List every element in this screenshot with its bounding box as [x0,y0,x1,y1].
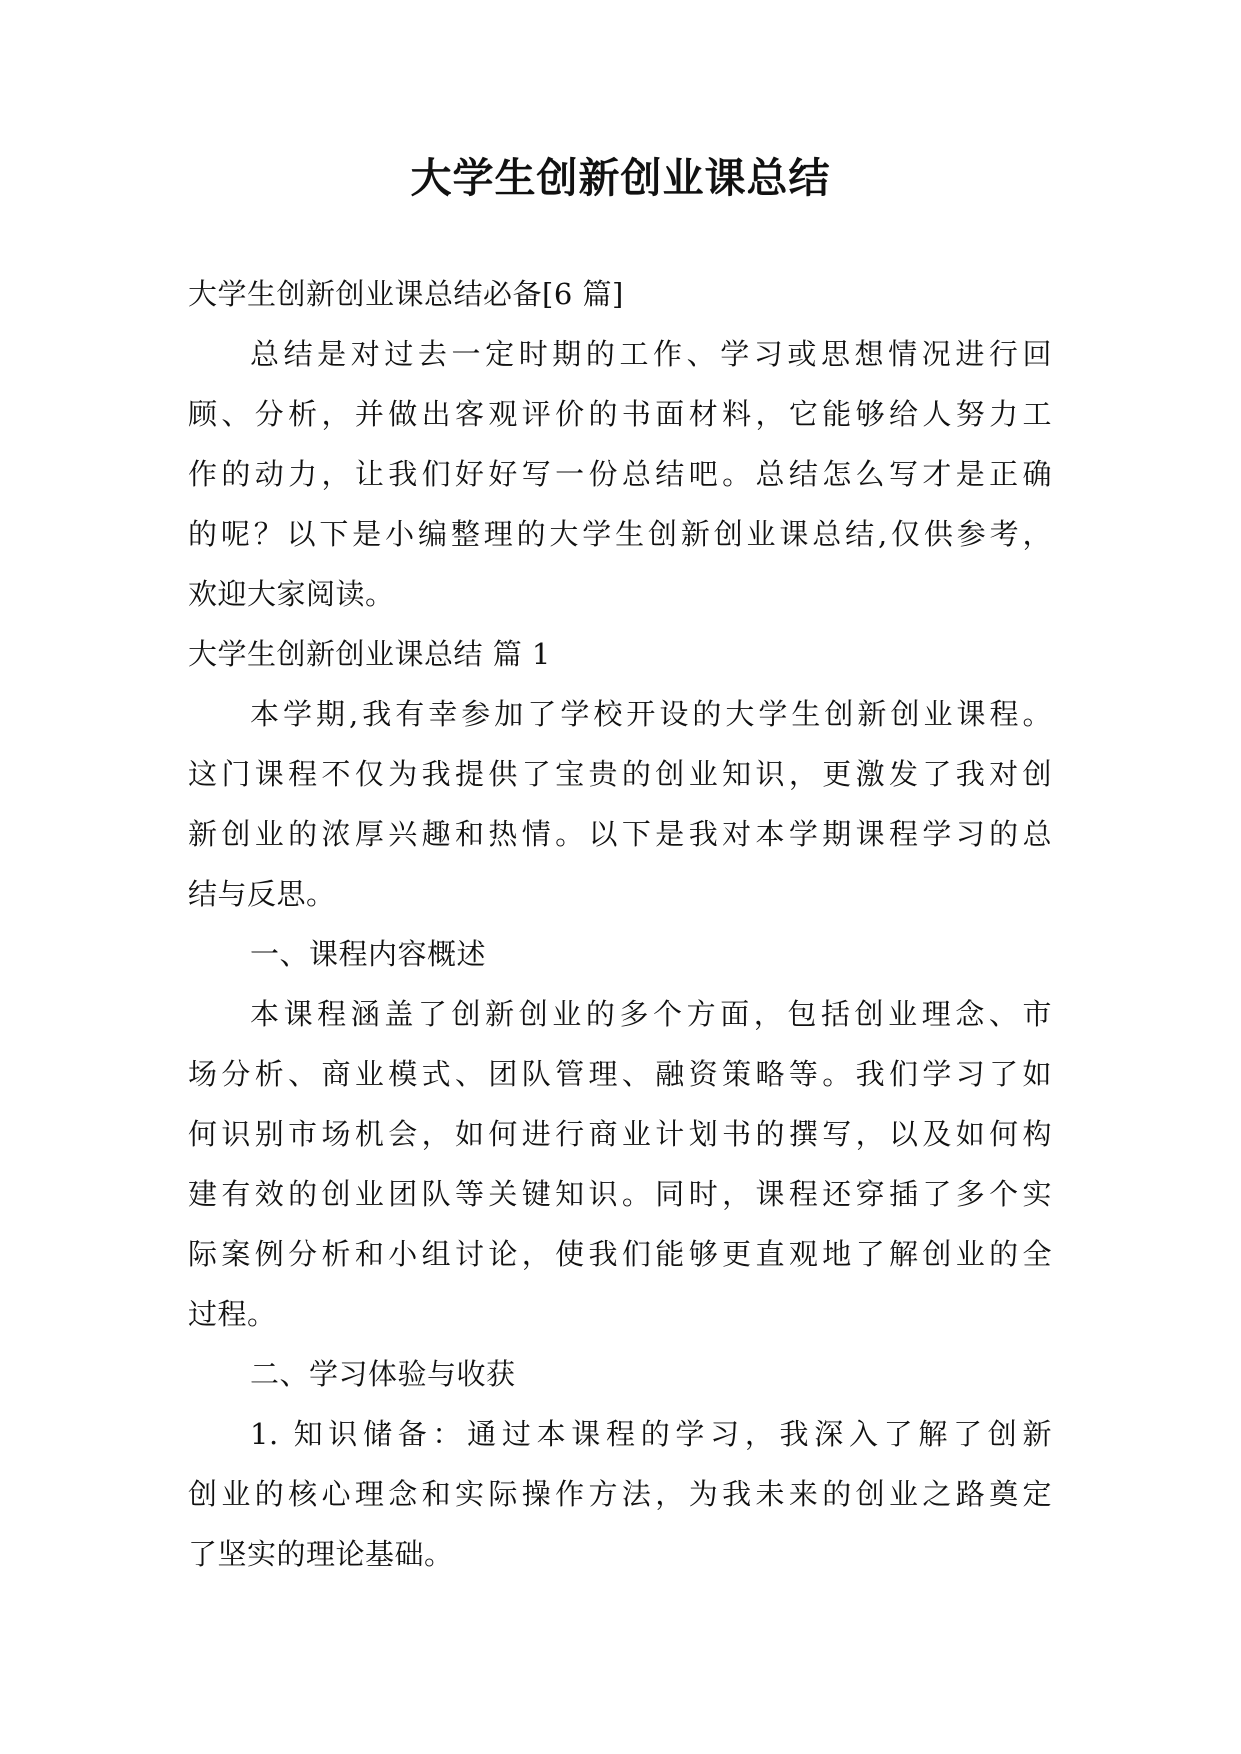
document-body [188,264,1052,1584]
paragraph-line: 这门课程不仅为我提供了宝贵的创业知识，更激发了我对创 [188,757,1052,791]
paragraph-line: 过程。 [188,1297,277,1331]
paragraph-line: 本学期,我有幸参加了学校开设的大学生创新创业课程。 [250,697,1052,731]
subsection-heading: 一、课程内容概述 [250,937,487,971]
subtitle-line: 大学生创新创业课总结必备[6 篇] [188,277,624,311]
paragraph-line: 新创业的浓厚兴趣和热情。以下是我对本学期课程学习的总 [188,817,1052,851]
paragraph-line: 创业的核心理念和实际操作方法，为我未来的创业之路奠定 [188,1477,1052,1511]
paragraph-line: 本课程涵盖了创新创业的多个方面，包括创业理念、市 [250,997,1052,1031]
paragraph-line: 了坚实的理论基础。 [188,1537,454,1571]
section-heading: 大学生创新创业课总结 篇 1 [188,637,551,671]
subsection-heading: 二、学习体验与收获 [250,1357,516,1391]
paragraph-line: 场分析、商业模式、团队管理、融资策略等。我们学习了如 [188,1057,1052,1091]
paragraph-line: 际案例分析和小组讨论，使我们能够更直观地了解创业的全 [188,1237,1052,1271]
paragraph-line: 欢迎大家阅读。 [188,577,395,611]
paragraph-line: 1. 知识储备：通过本课程的学习，我深入了解了创新 [250,1417,1052,1451]
paragraph-line: 顾、分析，并做出客观评价的书面材料，它能够给人努力工 [188,397,1052,431]
paragraph-line: 建有效的创业团队等关键知识。同时，课程还穿插了多个实 [188,1177,1052,1211]
paragraph-line: 何识别市场机会，如何进行商业计划书的撰写，以及如何构 [188,1117,1052,1151]
paragraph-line: 的呢？以下是小编整理的大学生创新创业课总结,仅供参考， [188,517,1052,551]
paragraph-line: 总结是对过去一定时期的工作、学习或思想情况进行回 [250,337,1052,371]
document-title: 大学生创新创业课总结 [410,154,831,202]
paragraph-line: 结与反思。 [188,877,336,911]
paragraph-line: 作的动力，让我们好好写一份总结吧。总结怎么写才是正确 [188,457,1052,491]
